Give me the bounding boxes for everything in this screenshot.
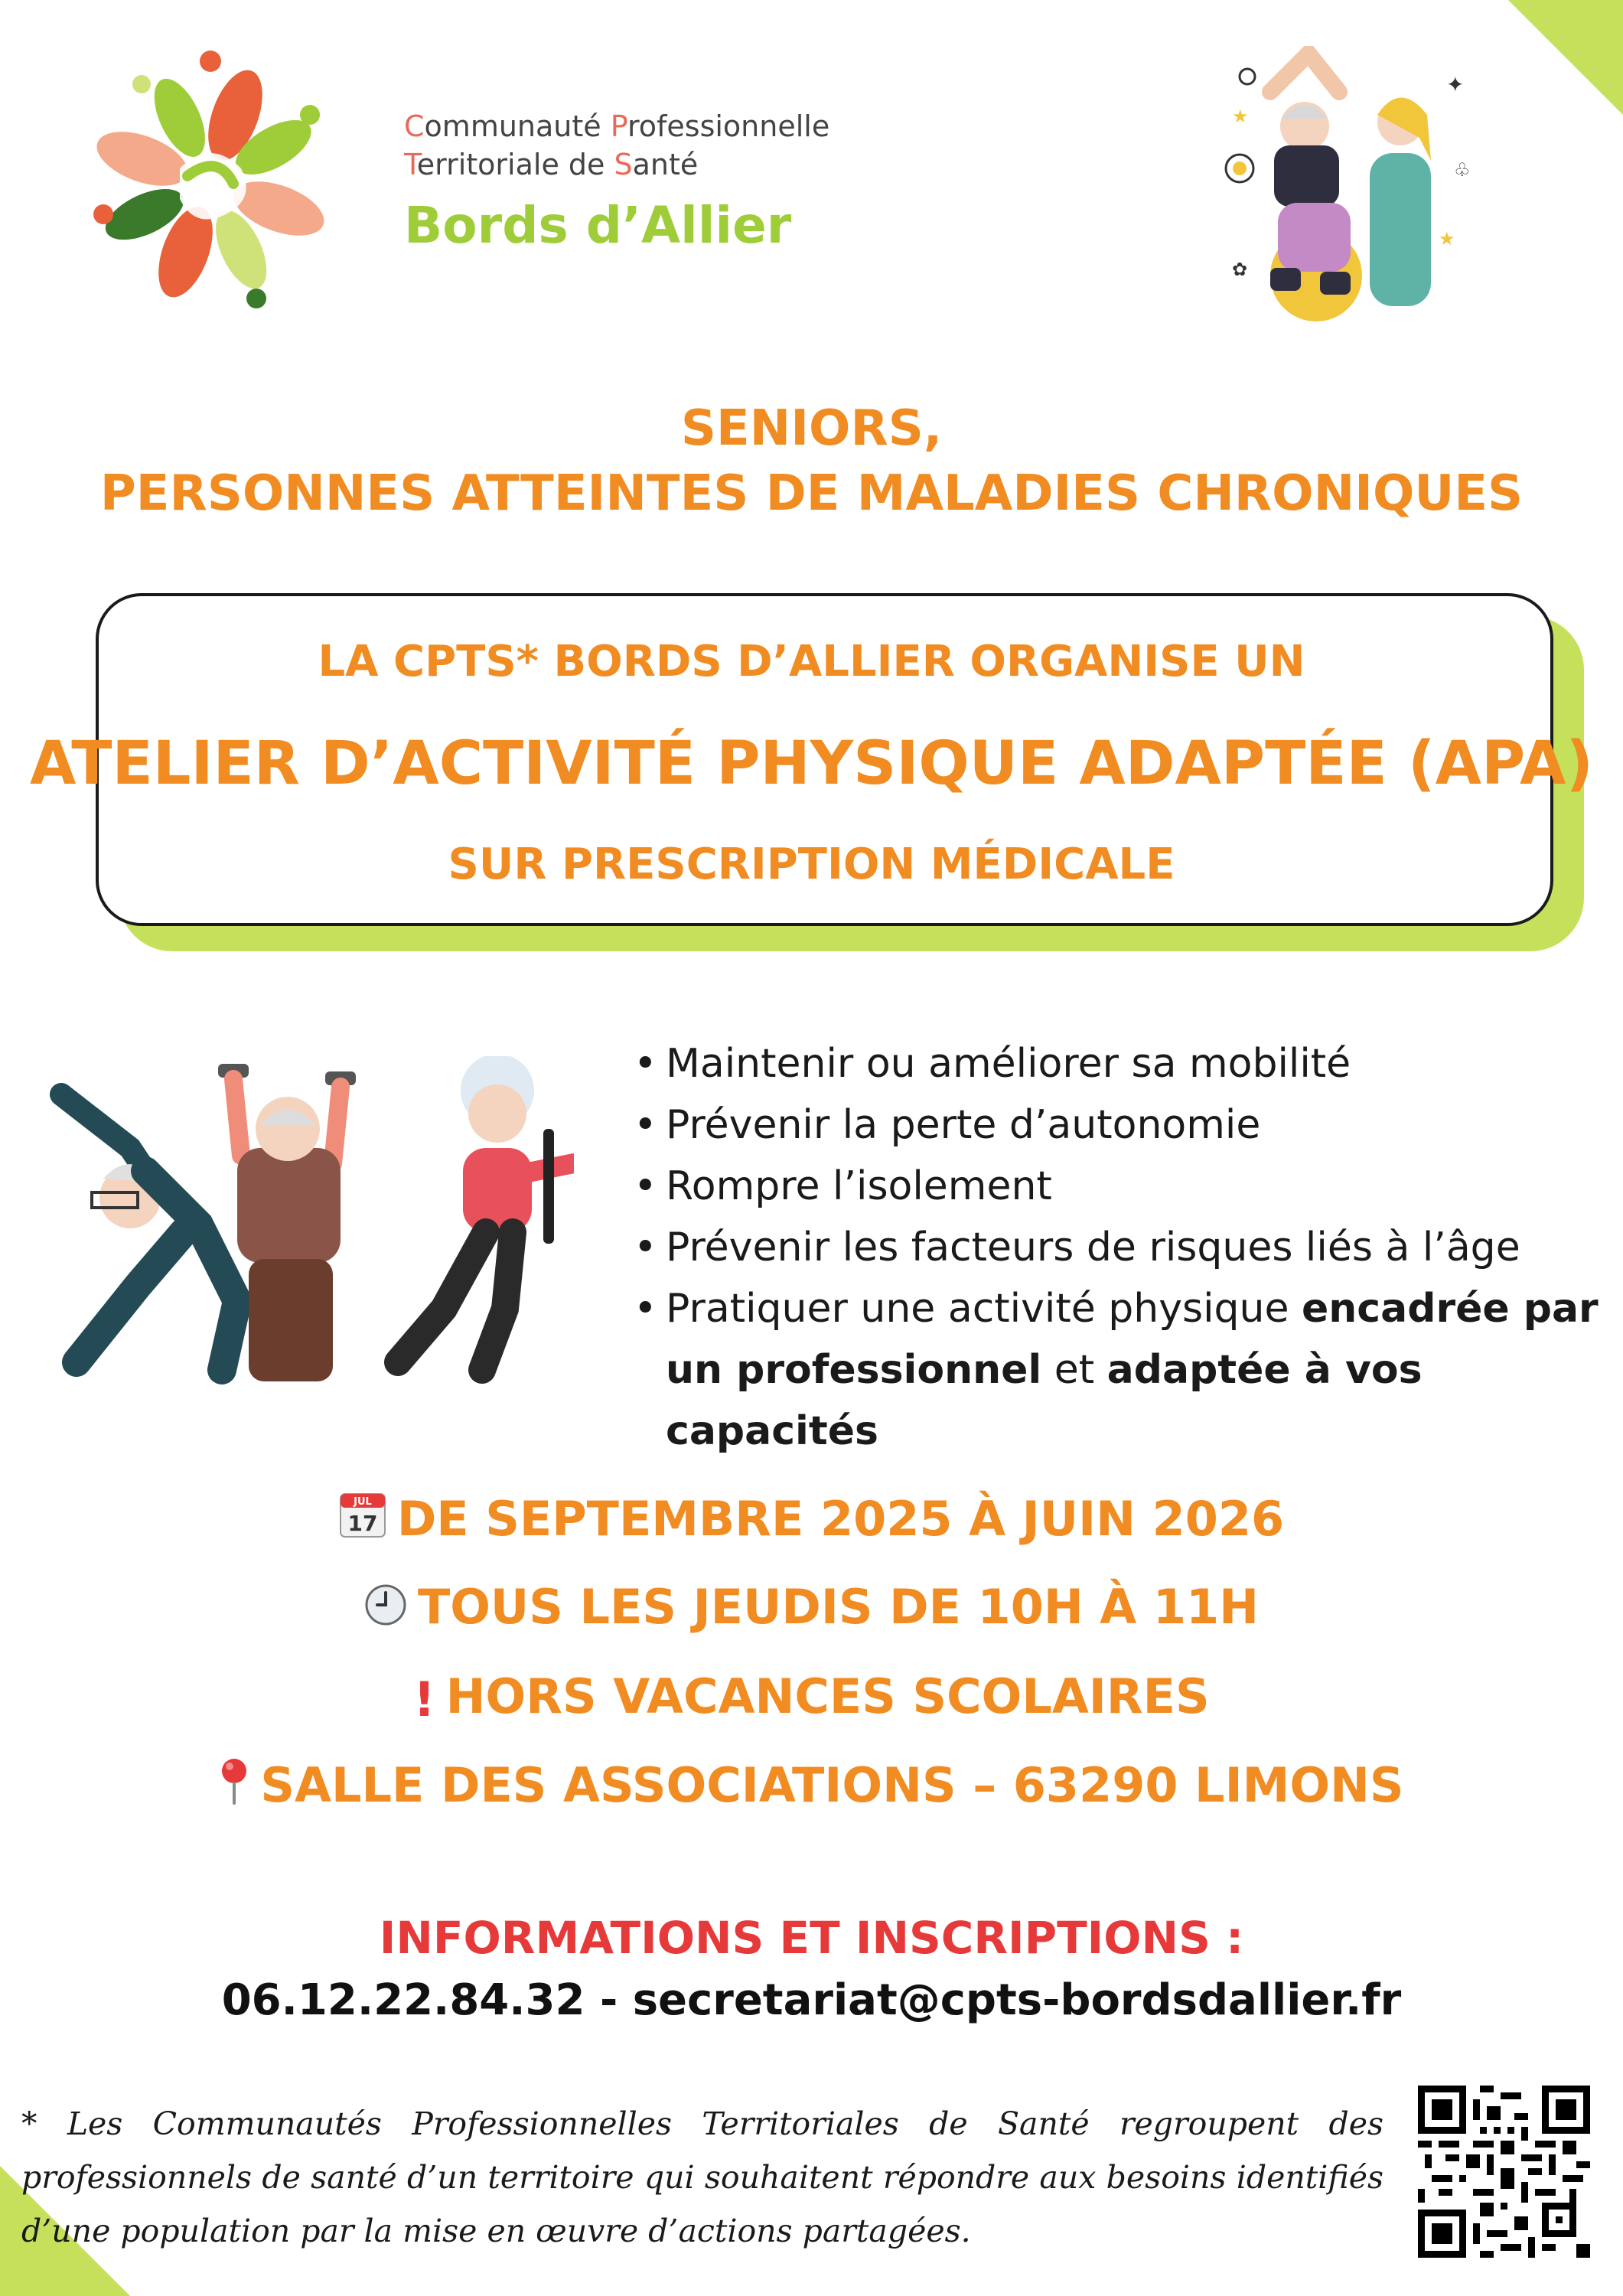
list-item: • Maintenir ou améliorer sa mobilité (627, 1033, 1615, 1094)
seniors-exercising-icon (46, 1056, 574, 1385)
qr-code-icon[interactable] (1418, 2086, 1590, 2258)
org-name-line2: Territoriale de Santé (404, 148, 699, 181)
list-item: • Prévenir la perte d’autonomie (627, 1094, 1615, 1156)
list-item: • Rompre l’isolement (627, 1156, 1615, 1217)
event-location: SALLE DES ASSOCIATIONS – 63290 LIMONS (0, 1755, 1623, 1819)
footnote: * Les Communautés Professionnelles Territoriales de Santé regroupent des professionnels de santé d’un territoire qui souhaitent répondre aux besoins identifiés d’une population par la mise en œuvre d’actions partagées. (21, 2105, 1383, 2249)
audience-line1: SENIORS, (680, 400, 943, 457)
org-name: Bords d’Allier (404, 196, 792, 255)
exclamation-icon: ! (413, 1671, 435, 1727)
svg-text:★: ★ (1232, 106, 1249, 127)
announcement-title: ATELIER D’ACTIVITÉ PHYSIQUE ADAPTÉE (APA) (29, 729, 1594, 798)
corner-decoration-top-right (1508, 0, 1623, 115)
event-exception: ! HORS VACANCES SCOLAIRES (0, 1666, 1623, 1730)
svg-text:✦: ✦ (1446, 72, 1465, 97)
svg-text:★: ★ (1439, 228, 1455, 249)
contact-details[interactable]: 06.12.22.84.32 - secretariat@cpts-bordsdallier.fr (221, 1975, 1402, 2025)
contact-title: INFORMATIONS ET INSCRIPTIONS : (379, 1912, 1244, 1964)
svg-text:JUL: JUL (353, 1496, 372, 1508)
announcement-line3: SUR PRESCRIPTION MÉDICALE (448, 840, 1175, 889)
clock-icon (364, 1580, 407, 1641)
list-item: • Prévenir les facteurs de risques liés à l’âge (627, 1217, 1615, 1278)
announcement-line1: LA CPTS* BORDS D’ALLIER ORGANISE UN (318, 637, 1305, 687)
audience-line2: PERSONNES ATTEINTES DE MALADIES CHRONIQUES (99, 465, 1524, 522)
event-dates: JUL 17 DE SEPTEMBRE 2025 À JUIN 2026 (0, 1489, 1623, 1553)
pushpin-icon (219, 1757, 249, 1819)
exercise-illustration-icon (1217, 46, 1484, 321)
svg-text:17: 17 (347, 1511, 378, 1537)
org-name-line1: Communauté Professionnelle (404, 109, 830, 143)
list-item: • Pratiquer une activité physique encadrée par un professionnel et adaptée à vos capacités (627, 1278, 1615, 1462)
svg-text:✿: ✿ (1232, 259, 1248, 280)
benefits-list (627, 1033, 1615, 1462)
cpts-logo-icon (69, 50, 352, 318)
calendar-icon (339, 1491, 386, 1553)
event-schedule: TOUS LES JEUDIS DE 10H À 11H (0, 1577, 1623, 1641)
svg-text:♧: ♧ (1454, 159, 1471, 181)
